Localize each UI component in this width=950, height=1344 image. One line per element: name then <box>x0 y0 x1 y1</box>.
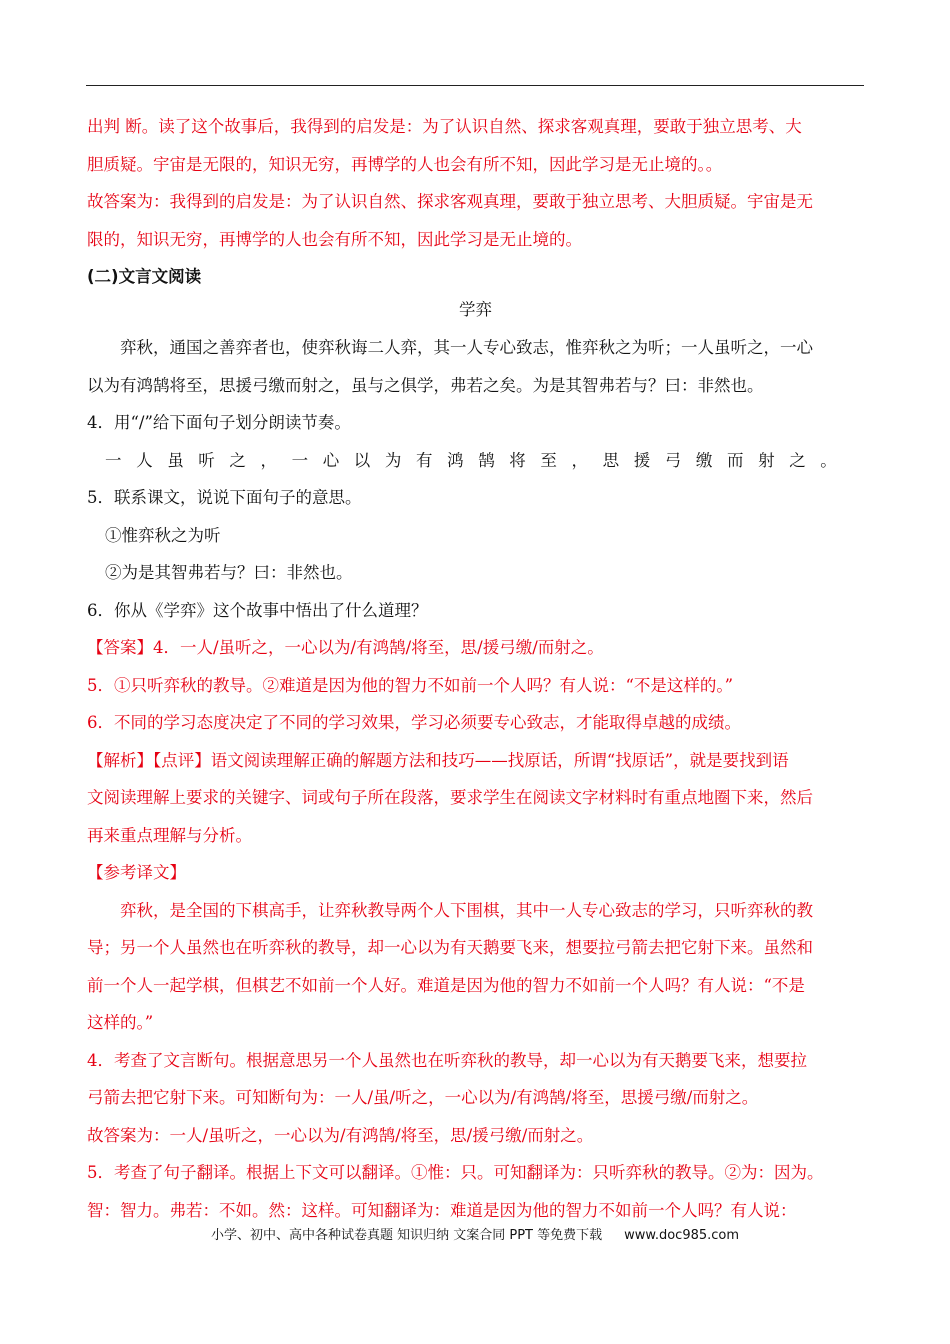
explain-line: 4．考查了文言断句。根据意思另一个人虽然也在听弈秋的教导，却一心以为有天鹅要飞来，想要拉 <box>87 1050 807 1070</box>
answer-4-text: 4．一人/虽听之，一心以为/有鸿鹄/将至，思/援弓缴/而射之。 <box>153 638 604 657</box>
question-6: 6．你从《学弈》这个故事中悟出了什么道理？ <box>87 600 428 620</box>
translation-line: 导；另一个人虽然也在听弈秋的教导，却一心以为有天鹅要飞来，想要拉弓箭去把它射下来。虽然和 <box>87 938 813 957</box>
explain-line: 故答案为：一人/虽听之，一心以为/有鸿鹄/将至，思/援弓缴/而射之。 <box>87 1125 594 1145</box>
passage-title: 学弈 <box>459 300 492 319</box>
analysis-tag: 【解析】 <box>87 750 153 770</box>
analysis-line <box>87 742 864 780</box>
answer-4 <box>87 629 864 667</box>
question-4-sentence: 一人虽听之，一心以为有鸿鹄将至，思援弓缴而射之。 <box>105 450 852 470</box>
comment-tag: 【点评】 <box>153 750 211 770</box>
answer-5: 5．①只听弈秋的教导。②难道是因为他的智力不如前一个人吗？有人说：“不是这样的。” <box>87 675 734 695</box>
passage-line: 以为有鸿鹄将至，思援弓缴而射之，虽与之俱学，弗若之矣。为是其智弗若与？曰：非然也。 <box>87 375 764 395</box>
explain-line: 弓箭去把它射下来。可知断句为：一人/虽/听之，一心以为/有鸿鹄/将至，思援弓缴/而射之。 <box>87 1088 759 1107</box>
question-5-item: ②为是其智弗若与？曰：非然也。 <box>105 563 353 582</box>
prev-answer-line: 限的，知识无穷，再博学的人也会有所不知，因此学习是无止境的。 <box>87 229 582 249</box>
translation-line: 前一个人一起学棋，但棋艺不如前一个人好。难道是因为他的智力不如前一个人吗？有人说：“不是 <box>87 975 805 995</box>
analysis-line: 再来重点理解与分析。 <box>87 825 252 845</box>
footer-url[interactable]: www.doc985.com <box>624 1228 740 1243</box>
prev-answer-line: 胆质疑。宇宙是无限的，知识无穷，再博学的人也会有所不知，因此学习是无止境的。。 <box>87 154 723 174</box>
footer-text: 小学、初中、高中各种试卷真题 知识归纳 文案合同 PPT 等免费下载 <box>210 1228 603 1243</box>
question-5: 5．联系课文，说说下面句子的意思。 <box>87 488 362 507</box>
question-4: 4．用“/”给下面句子划分朗读节奏。 <box>87 413 351 432</box>
translation-line: 这样的。” <box>87 1013 154 1032</box>
analysis-line: 文阅读理解上要求的关键字、词或句子所在段落，要求学生在阅读文字材料时有重点地圈下来，然后 <box>87 788 813 807</box>
explain-line: 智：智力。弗若：不如。然：这样。可知翻译为：难道是因为他的智力不如前一个人吗？有人说： <box>87 1200 797 1220</box>
section-heading: (二)文言文阅读 <box>87 267 202 286</box>
translation-tag: 【参考译文】 <box>87 863 186 882</box>
answer-tag: 【答案】 <box>87 638 153 657</box>
explain-line: 5．考查了句子翻译。根据上下文可以翻译。①惟：只。可知翻译为：只听弈秋的教导。②为：因为。 <box>87 1163 824 1182</box>
question-5-item: ①惟弈秋之为听 <box>105 525 221 545</box>
analysis-text: 语文阅读理解正确的解题方法和技巧——找原话，所谓“找原话”，就是要找到语 <box>210 750 789 770</box>
prev-answer-line: 故答案为：我得到的启发是：为了认识自然、探求客观真理，要敢于独立思考、大胆质疑。宇宙是无 <box>87 192 813 211</box>
document-body <box>87 108 864 1229</box>
prev-answer-line: 出判 断。读了这个故事后，我得到的启发是：为了认识自然、探求客观真理，要敢于独立思考、大 <box>87 117 802 136</box>
translation-line: 弈秋，是全国的下棋高手，让弈秋教导两个人下围棋，其中一人专心致志的学习，只听弈秋的教 <box>120 900 813 920</box>
page-footer <box>0 1224 950 1243</box>
header-rule <box>86 85 864 86</box>
passage-line: 弈秋，通国之善弈者也，使弈秋诲二人弈，其一人专心致志，惟弈秋之为听；一人虽听之，一心 <box>120 338 813 357</box>
answer-6: 6．不同的学习态度决定了不同的学习效果，学习必须要专心致志，才能取得卓越的成绩。 <box>87 713 741 732</box>
